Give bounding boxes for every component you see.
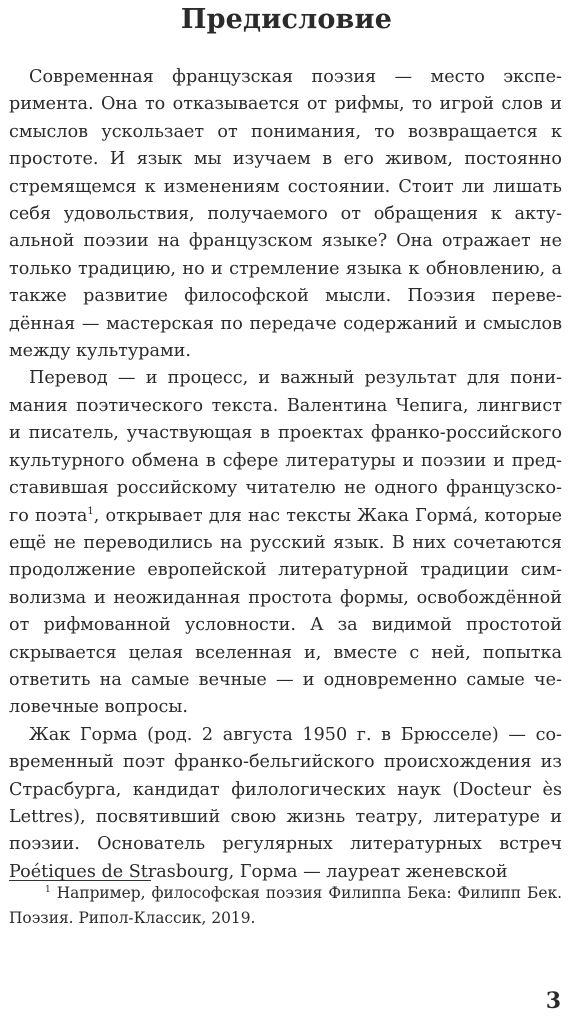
footnote-marker: 1: [45, 884, 51, 895]
paragraph-2: [9, 365, 562, 721]
page-title: Предисловие: [180, 4, 393, 35]
footnote-reference: 1: [87, 505, 94, 517]
footnote-text: Например, философская поэзия Филиппа Бека: Филипп Бек. Поэзия. Рипол-Классик, 2019.: [9, 884, 562, 927]
page-number: 3: [545, 988, 561, 1014]
paragraph-1: Современная французская поэзия — место эксперимента. Она то отказывается от рифмы, то игрой слов и смыслов ускользает от понимания, то возвращается к простоте. И язык мы изучаем в его живом, постоянно стремящемся к изменениям состоянии. Стоит ли лишать себя удовольствия, получаемого от обращения к актуальной поэзии на французском языке? Она отражает не только традицию, но и стремление языка к обновлению, а также развитие философской мысли. Поэзия переведённая — мастерская по передаче содержаний и смыслов между культурами.: [9, 67, 562, 362]
paragraph-2-part-1: Перевод — и процесс, и важный результат для понимания поэтического текста. Валентина Чепига, лингвист и писатель, участвующая в проектах франко-российского культурного обмена в сфере литературы и поэзии и представившая российскому читателю не одного французского поэта: [9, 368, 562, 526]
paragraph-2-part-2: , открывает для нас тексты Жака Гормá, которые ещё не переводились на русский язык. В них сочетаются продолжение европейской литературной традиции символизма и неожиданная простота формы, освобождённой от рифмованной условности. А за видимой простотой скрывается целая вселенная и, вместе с ней, попытка ответить на самые вечные — и одновременно самые человечные вопросы.: [9, 505, 562, 718]
main-text: [9, 64, 562, 886]
footnote: [9, 881, 562, 931]
paragraph-3: Жак Горма (род. 2 августа 1950 г. в Брюсселе) — современный поэт франко-бельгийского происхождения из Страсбурга, кандидат филологических наук (Docteur ès Lettres), посвятивший свою жизнь театру, литературе и поэзии. Основатель регулярных литературных встреч Poétiques de Strasbourg, Горма — лауреат женевской: [9, 724, 562, 882]
